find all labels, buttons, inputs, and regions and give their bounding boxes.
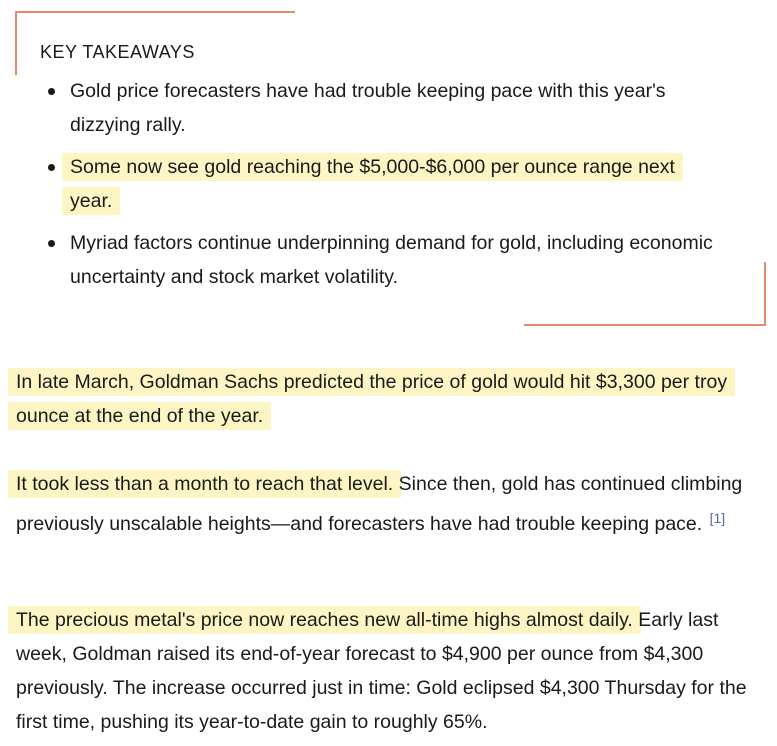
highlighted-text: It took less than a month to reach that level. — [8, 470, 401, 498]
box-corner-top-left — [15, 11, 295, 13]
footnote-link[interactable]: [1] — [709, 510, 726, 526]
key-takeaway-item — [0, 74, 760, 142]
key-takeaways-heading: KEY TAKEAWAYS — [40, 42, 195, 62]
key-takeaways-list — [0, 74, 760, 302]
key-takeaway-text-highlighted: Some now see gold reaching the $5,000-$6,000 per ounce range next year. — [62, 153, 683, 215]
box-corner-top-left-vertical — [15, 11, 17, 75]
article-paragraph — [16, 467, 761, 541]
paragraph-text: Early last week, Goldman raised its end-of-year forecast to $4,900 per ounce from $4,300 previously. The increase occurred just in time: Gold eclipsed $4,300 Thursday for the first time, pushing its year-to-date gain to roughly 65%. — [16, 609, 747, 733]
bullet-icon — [48, 240, 55, 247]
bullet-icon — [48, 164, 55, 171]
highlighted-text: In late March, Goldman Sachs predicted the price of gold would hit $3,300 per troy ounce at the end of the year. — [8, 368, 735, 430]
key-takeaway-item — [0, 150, 760, 218]
bullet-icon — [48, 88, 55, 95]
box-corner-bottom-right-vertical — [764, 262, 766, 326]
key-takeaway-text: Gold price forecasters have had trouble keeping pace with this year's dizzying rally. — [70, 80, 666, 136]
key-takeaway-text: Myriad factors continue underpinning demand for gold, including economic uncertainty and stock market volatility. — [70, 232, 713, 288]
box-corner-bottom-right — [524, 324, 766, 326]
paragraph-text: Since then, gold has continued climbing previously unscalable heights—and forecasters have had trouble keeping pace. — [16, 473, 743, 535]
key-takeaway-item — [0, 226, 760, 294]
article-paragraph — [16, 603, 761, 739]
highlighted-text: The precious metal's price now reaches new all-time highs almost daily. — [8, 606, 641, 634]
article-paragraph — [16, 365, 761, 433]
